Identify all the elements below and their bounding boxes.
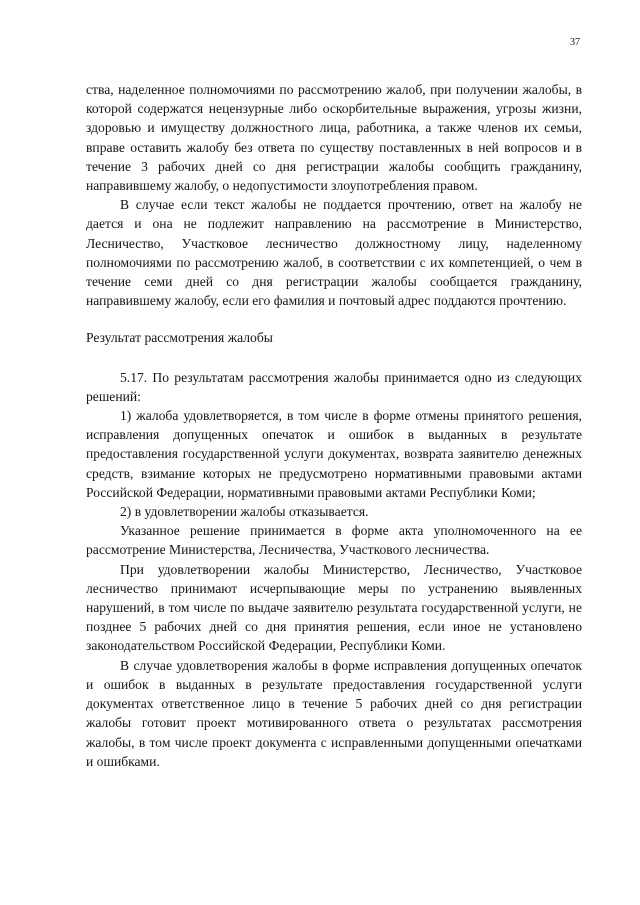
paragraph-continued: ства, наделенное полномочиями по рассмотрению жалоб, при получении жалобы, в которой содержатся нецензурные либо оскорбительные выражения, угрозы жизни, здоровью и имуществу должностного лица, работника, а также членов их семьи, вправе оставить жалобу без ответа по существу поставленных в ней вопросов и в течение 3 рабочих дней со дня регистрации жалобы сообщить гражданину, направившему жалобу, о недопустимости злоупотребления правом. <box>86 82 582 194</box>
paragraph-unreadable-complaint: В случае если текст жалобы не поддается прочтению, ответ на жалобу не дается и она не подлежит направлению на рассмотрение в Министерство, Лесничество, Участковое лесничество должностному лицу, наделенному полномочиями по рассмотрению жалоб, в соответствии с их компетенцией, о чем в течение семи дней со дня регистрации жалобы сообщается гражданину, направившему жалобу, если его фамилия и почтовый адрес поддаются прочтению. <box>86 197 582 309</box>
paragraph-decision-form: Указанное решение принимается в форме акта уполномоченного на ее рассмотрение Министерства, Лесничества, Участкового лесничества. <box>86 523 582 558</box>
list-item-2: 2) в удовлетворении жалобы отказывается. <box>120 504 369 520</box>
paragraph-5-17: 5.17. По результатам рассмотрения жалобы принимается одно из следующих решений: <box>86 369 582 404</box>
list-item-1: 1) жалоба удовлетворяется, в том числе в форме отмены принятого решения, исправления допущенных опечаток и ошибок в выданных в результате предоставления государственной услуги документах, возврата заявителю денежных средств, взимание которых не предусмотрено нормативными правовыми актами Российской Федерации, нормативными правовыми актами Республики Коми; <box>86 408 582 500</box>
paragraph-correction-errors: В случае удовлетворения жалобы в форме исправления допущенных опечаток и ошибок в выданных в результате предоставления государственной услуги документах ответственное лицо в течение 5 рабочих дней со дня регистрации жалобы готовит проект мотивированного ответа о результатах рассмотрения жалобы, в том числе проект документа с исправленными допущенными опечатками и ошибками. <box>86 657 582 769</box>
document-body <box>86 80 582 771</box>
section-heading: Результат рассмотрения жалобы <box>86 330 273 346</box>
page-number: 37 <box>570 37 580 48</box>
paragraph-satisfaction-measures: При удовлетворении жалобы Министерство, Лесничество, Участковое лесничество принимают исчерпывающие меры по устранению выявленных нарушений, в том числе по выдаче заявителю результата государственной услуги, не позднее 5 рабочих дней со дня принятия решения, если иное не установлено законодательством Российской Федерации, Республики Коми. <box>86 561 582 654</box>
